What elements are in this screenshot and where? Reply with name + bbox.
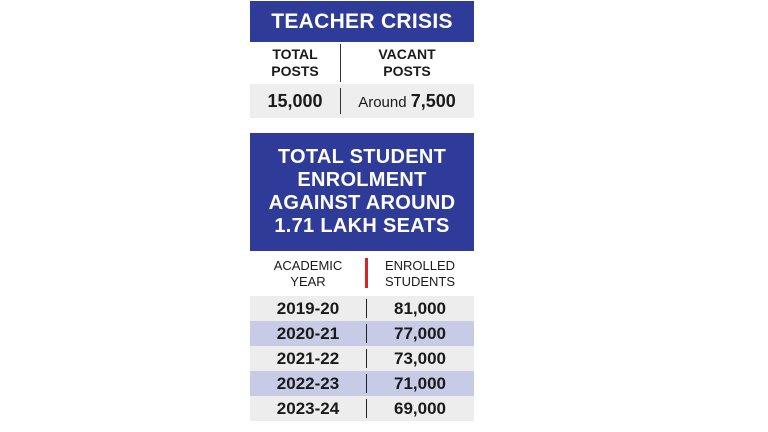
vacant-posts-header-line1: VACANT POSTS bbox=[378, 46, 436, 79]
enrolment-column-divider bbox=[366, 299, 367, 318]
year-cell: 2022-23 bbox=[276, 373, 340, 393]
table-row bbox=[250, 396, 474, 421]
students-cell: 69,000 bbox=[394, 398, 446, 418]
vacant-posts-value bbox=[340, 91, 474, 112]
enrolled-students-header: ENROLLED STUDENTS bbox=[384, 257, 456, 289]
enrolment-title: TOTAL STUDENT ENROLMENT AGAINST AROUND 1.71 LAKH SEATS bbox=[250, 133, 474, 251]
total-posts-value: 15,000 bbox=[267, 90, 323, 111]
year-cell: 2020-21 bbox=[276, 323, 340, 343]
enrolment-column-divider bbox=[366, 374, 367, 393]
teacher-crisis-value-row bbox=[250, 84, 474, 118]
enrolment-header-divider bbox=[365, 258, 368, 288]
teacher-divider-top bbox=[340, 44, 341, 82]
academic-year-header: ACADEMIC YEAR bbox=[273, 257, 343, 289]
total-posts-header-line1: TOTAL POSTS bbox=[271, 46, 319, 79]
table-row bbox=[250, 346, 474, 371]
teacher-crisis-title: TEACHER CRISIS bbox=[250, 1, 474, 42]
table-row bbox=[250, 321, 474, 346]
table-row bbox=[250, 371, 474, 396]
teacher-crisis-header-row bbox=[250, 42, 474, 84]
year-cell: 2021-22 bbox=[276, 348, 340, 368]
year-cell: 2019-20 bbox=[276, 298, 340, 318]
enrolment-column-divider bbox=[366, 349, 367, 368]
students-cell: 71,000 bbox=[394, 373, 446, 393]
enrolment-column-divider bbox=[366, 324, 367, 343]
teacher-divider-bottom bbox=[340, 88, 341, 114]
students-cell: 81,000 bbox=[394, 298, 446, 318]
students-cell: 73,000 bbox=[394, 348, 446, 368]
students-cell: 77,000 bbox=[394, 323, 446, 343]
infographic bbox=[250, 0, 474, 432]
vacant-posts-number: 7,500 bbox=[410, 90, 456, 111]
year-cell: 2023-24 bbox=[276, 398, 340, 418]
vacant-posts-header bbox=[340, 46, 474, 80]
vacant-posts-prefix: Around bbox=[358, 93, 407, 111]
enrolment-column-divider bbox=[366, 399, 367, 418]
total-posts-header bbox=[250, 46, 340, 80]
table-row bbox=[250, 296, 474, 321]
enrolment-header-row bbox=[250, 251, 474, 296]
